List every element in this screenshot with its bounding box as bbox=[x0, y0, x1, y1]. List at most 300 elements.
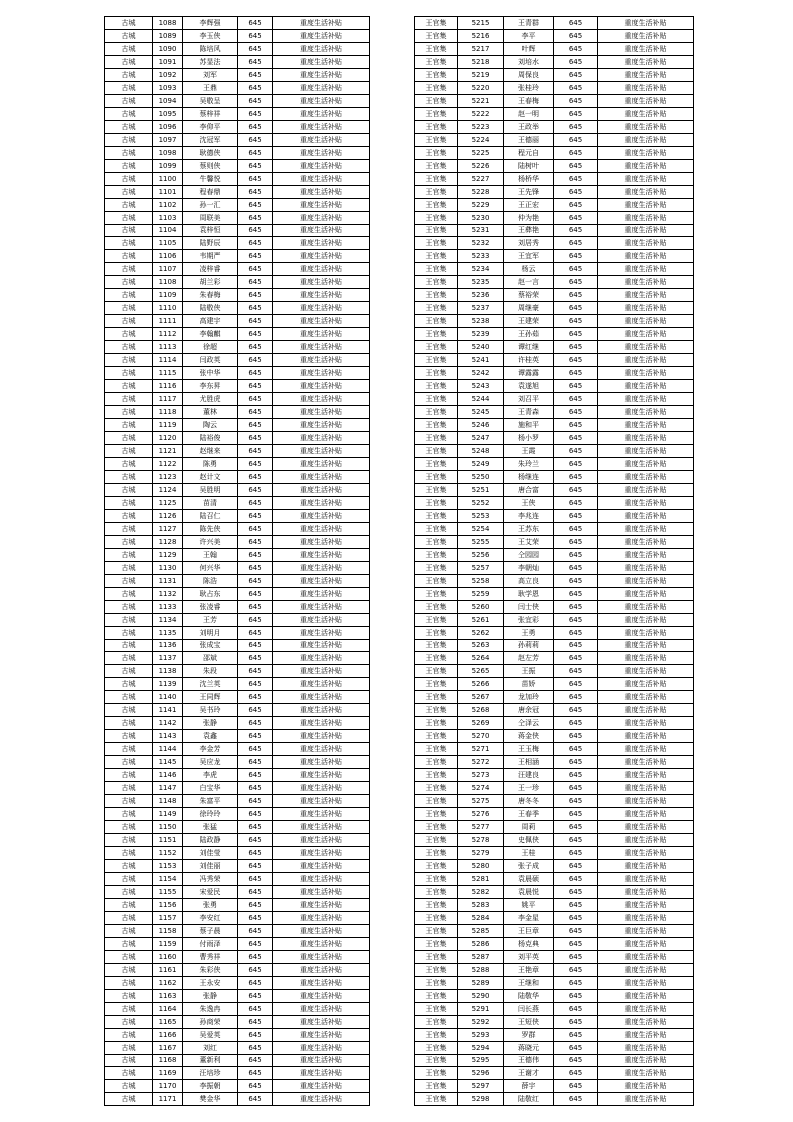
name-cell: 王艳章 bbox=[504, 963, 554, 976]
table-row bbox=[105, 17, 370, 30]
name-cell: 杨克典 bbox=[504, 937, 554, 950]
table-row bbox=[105, 315, 370, 328]
amount-cell: 645 bbox=[238, 444, 273, 457]
amount-cell: 645 bbox=[554, 81, 598, 94]
serial-number-cell: 1096 bbox=[153, 120, 183, 133]
name-cell: 张猛 bbox=[183, 821, 238, 834]
serial-number-cell: 1139 bbox=[153, 678, 183, 691]
subsidy-type-cell: 重度生活补贴 bbox=[598, 1080, 694, 1093]
subsidy-type-cell: 重度生活补贴 bbox=[598, 613, 694, 626]
table-row bbox=[105, 1054, 370, 1067]
name-cell: 张凌睿 bbox=[183, 600, 238, 613]
serial-number-cell: 1110 bbox=[153, 302, 183, 315]
town-cell: 王官集 bbox=[415, 1028, 458, 1041]
subsidy-type-cell: 重度生活补贴 bbox=[598, 937, 694, 950]
amount-cell: 645 bbox=[554, 769, 598, 782]
subsidy-type-cell: 重度生活补贴 bbox=[273, 1093, 370, 1106]
table-row bbox=[415, 432, 694, 445]
name-cell: 汪建良 bbox=[504, 769, 554, 782]
amount-cell: 645 bbox=[554, 911, 598, 924]
name-cell: 李金芳 bbox=[183, 743, 238, 756]
town-cell: 古城 bbox=[105, 263, 153, 276]
serial-number-cell: 1128 bbox=[153, 535, 183, 548]
name-cell: 李仰平 bbox=[183, 120, 238, 133]
subsidy-type-cell: 重度生活补贴 bbox=[273, 224, 370, 237]
town-cell: 古城 bbox=[105, 289, 153, 302]
name-cell: 白宝华 bbox=[183, 782, 238, 795]
table-row bbox=[105, 185, 370, 198]
serial-number-cell: 1090 bbox=[153, 42, 183, 55]
serial-number-cell: 1114 bbox=[153, 354, 183, 367]
subsidy-type-cell: 重度生活补贴 bbox=[598, 107, 694, 120]
table-row bbox=[105, 107, 370, 120]
amount-cell: 645 bbox=[554, 419, 598, 432]
name-cell: 赵一明 bbox=[504, 107, 554, 120]
amount-cell: 645 bbox=[554, 94, 598, 107]
subsidy-type-cell: 重度生活补贴 bbox=[273, 289, 370, 302]
amount-cell: 645 bbox=[238, 276, 273, 289]
subsidy-type-cell: 重度生活补贴 bbox=[273, 1067, 370, 1080]
subsidy-type-cell: 重度生活补贴 bbox=[273, 81, 370, 94]
name-cell: 胡兰彩 bbox=[183, 276, 238, 289]
table-row bbox=[105, 81, 370, 94]
town-cell: 古城 bbox=[105, 81, 153, 94]
name-cell: 陈勇 bbox=[183, 457, 238, 470]
town-cell: 王官集 bbox=[415, 1067, 458, 1080]
serial-number-cell: 5297 bbox=[458, 1080, 504, 1093]
name-cell: 王同辉 bbox=[183, 691, 238, 704]
serial-number-cell: 5282 bbox=[458, 885, 504, 898]
table-row bbox=[415, 380, 694, 393]
subsidy-type-cell: 重度生活补贴 bbox=[598, 704, 694, 717]
subsidy-type-cell: 重度生活补贴 bbox=[598, 341, 694, 354]
amount-cell: 645 bbox=[238, 626, 273, 639]
table-row bbox=[105, 976, 370, 989]
name-cell: 王玉梅 bbox=[504, 743, 554, 756]
serial-number-cell: 1141 bbox=[153, 704, 183, 717]
amount-cell: 645 bbox=[554, 613, 598, 626]
amount-cell: 645 bbox=[554, 1080, 598, 1093]
name-cell: 王青群 bbox=[504, 17, 554, 30]
name-cell: 刘佳莹 bbox=[183, 847, 238, 860]
town-cell: 王官集 bbox=[415, 81, 458, 94]
name-cell: 高立良 bbox=[504, 574, 554, 587]
table-row bbox=[105, 483, 370, 496]
amount-cell: 645 bbox=[554, 704, 598, 717]
subsidy-type-cell: 重度生活补贴 bbox=[598, 367, 694, 380]
table-row bbox=[105, 419, 370, 432]
amount-cell: 645 bbox=[238, 367, 273, 380]
serial-number-cell: 1153 bbox=[153, 859, 183, 872]
serial-number-cell: 5228 bbox=[458, 185, 504, 198]
serial-number-cell: 5279 bbox=[458, 847, 504, 860]
subsidy-type-cell: 重度生活补贴 bbox=[273, 406, 370, 419]
table-row bbox=[105, 522, 370, 535]
serial-number-cell: 1158 bbox=[153, 924, 183, 937]
amount-cell: 645 bbox=[554, 263, 598, 276]
serial-number-cell: 1111 bbox=[153, 315, 183, 328]
serial-number-cell: 5277 bbox=[458, 821, 504, 834]
subsidy-type-cell: 重度生活补贴 bbox=[273, 626, 370, 639]
town-cell: 王官集 bbox=[415, 289, 458, 302]
serial-number-cell: 1120 bbox=[153, 432, 183, 445]
serial-number-cell: 1113 bbox=[153, 341, 183, 354]
serial-number-cell: 5266 bbox=[458, 678, 504, 691]
name-cell: 苏显法 bbox=[183, 55, 238, 68]
amount-cell: 645 bbox=[238, 1041, 273, 1054]
table-row bbox=[105, 55, 370, 68]
table-row bbox=[105, 380, 370, 393]
table-row bbox=[105, 42, 370, 55]
table-row bbox=[415, 146, 694, 159]
amount-cell: 645 bbox=[238, 704, 273, 717]
serial-number-cell: 1117 bbox=[153, 393, 183, 406]
amount-cell: 645 bbox=[554, 185, 598, 198]
town-cell: 古城 bbox=[105, 911, 153, 924]
serial-number-cell: 5240 bbox=[458, 341, 504, 354]
name-cell: 王建荣 bbox=[504, 315, 554, 328]
name-cell: 刘培水 bbox=[504, 55, 554, 68]
amount-cell: 645 bbox=[238, 1093, 273, 1106]
table-row bbox=[415, 1015, 694, 1028]
name-cell: 孙商荣 bbox=[183, 1015, 238, 1028]
town-cell: 王官集 bbox=[415, 276, 458, 289]
subsidy-type-cell: 重度生活补贴 bbox=[598, 963, 694, 976]
name-cell: 史佩侠 bbox=[504, 834, 554, 847]
subsidy-type-cell: 重度生活补贴 bbox=[598, 885, 694, 898]
serial-number-cell: 1121 bbox=[153, 444, 183, 457]
amount-cell: 645 bbox=[554, 393, 598, 406]
name-cell: 蔡裕荣 bbox=[504, 289, 554, 302]
name-cell: 陆敬红 bbox=[504, 1093, 554, 1106]
table-row bbox=[105, 120, 370, 133]
name-cell: 蒋金侠 bbox=[504, 730, 554, 743]
name-cell: 叶辉 bbox=[504, 42, 554, 55]
subsidy-type-cell: 重度生活补贴 bbox=[273, 963, 370, 976]
table-row bbox=[415, 600, 694, 613]
subsidy-type-cell: 重度生活补贴 bbox=[598, 847, 694, 860]
town-cell: 王官集 bbox=[415, 574, 458, 587]
subsidy-type-cell: 重度生活补贴 bbox=[598, 224, 694, 237]
subsidy-type-cell: 重度生活补贴 bbox=[273, 717, 370, 730]
table-row bbox=[105, 665, 370, 678]
name-cell: 王德伟 bbox=[504, 1054, 554, 1067]
table-row bbox=[415, 444, 694, 457]
serial-number-cell: 5254 bbox=[458, 522, 504, 535]
serial-number-cell: 5245 bbox=[458, 406, 504, 419]
town-cell: 古城 bbox=[105, 133, 153, 146]
subsidy-type-cell: 重度生活补贴 bbox=[598, 950, 694, 963]
table-row bbox=[105, 639, 370, 652]
subsidy-type-cell: 重度生活补贴 bbox=[273, 1002, 370, 1015]
town-cell: 王官集 bbox=[415, 950, 458, 963]
town-cell: 王官集 bbox=[415, 172, 458, 185]
town-cell: 古城 bbox=[105, 380, 153, 393]
serial-number-cell: 5295 bbox=[458, 1054, 504, 1067]
serial-number-cell: 5224 bbox=[458, 133, 504, 146]
town-cell: 古城 bbox=[105, 743, 153, 756]
town-cell: 王官集 bbox=[415, 859, 458, 872]
serial-number-cell: 1134 bbox=[153, 613, 183, 626]
amount-cell: 645 bbox=[238, 1028, 273, 1041]
name-cell: 宋爱民 bbox=[183, 885, 238, 898]
town-cell: 古城 bbox=[105, 717, 153, 730]
name-cell: 牛馨悦 bbox=[183, 172, 238, 185]
subsidy-type-cell: 重度生活补贴 bbox=[598, 29, 694, 42]
amount-cell: 645 bbox=[554, 432, 598, 445]
subsidy-type-cell: 重度生活补贴 bbox=[273, 393, 370, 406]
amount-cell: 645 bbox=[238, 976, 273, 989]
serial-number-cell: 1157 bbox=[153, 911, 183, 924]
subsidy-type-cell: 重度生活补贴 bbox=[598, 652, 694, 665]
name-cell: 陆政静 bbox=[183, 834, 238, 847]
serial-number-cell: 5286 bbox=[458, 937, 504, 950]
town-cell: 王官集 bbox=[415, 470, 458, 483]
name-cell: 耿学恩 bbox=[504, 587, 554, 600]
name-cell: 王艾荣 bbox=[504, 535, 554, 548]
subsidy-type-cell: 重度生活补贴 bbox=[273, 678, 370, 691]
table-row bbox=[105, 885, 370, 898]
serial-number-cell: 1138 bbox=[153, 665, 183, 678]
name-cell: 张子成 bbox=[504, 859, 554, 872]
name-cell: 袁遂旭 bbox=[504, 380, 554, 393]
subsidy-type-cell: 重度生活补贴 bbox=[598, 691, 694, 704]
amount-cell: 645 bbox=[554, 107, 598, 120]
town-cell: 古城 bbox=[105, 522, 153, 535]
name-cell: 吴敬呈 bbox=[183, 94, 238, 107]
serial-number-cell: 5232 bbox=[458, 237, 504, 250]
subsidy-type-cell: 重度生活补贴 bbox=[598, 834, 694, 847]
amount-cell: 645 bbox=[238, 159, 273, 172]
table-row bbox=[415, 743, 694, 756]
serial-number-cell: 5253 bbox=[458, 509, 504, 522]
town-cell: 王官集 bbox=[415, 600, 458, 613]
serial-number-cell: 5292 bbox=[458, 1015, 504, 1028]
amount-cell: 645 bbox=[554, 872, 598, 885]
serial-number-cell: 5235 bbox=[458, 276, 504, 289]
name-cell: 吴应龙 bbox=[183, 756, 238, 769]
town-cell: 古城 bbox=[105, 276, 153, 289]
table-row bbox=[415, 17, 694, 30]
town-cell: 王官集 bbox=[415, 989, 458, 1002]
town-cell: 王官集 bbox=[415, 963, 458, 976]
name-cell: 王振 bbox=[504, 665, 554, 678]
name-cell: 赵一言 bbox=[504, 276, 554, 289]
amount-cell: 645 bbox=[554, 808, 598, 821]
amount-cell: 645 bbox=[554, 795, 598, 808]
town-cell: 古城 bbox=[105, 704, 153, 717]
subsidy-type-cell: 重度生活补贴 bbox=[598, 769, 694, 782]
amount-cell: 645 bbox=[238, 94, 273, 107]
amount-cell: 645 bbox=[238, 665, 273, 678]
name-cell: 韦期严 bbox=[183, 250, 238, 263]
subsidy-type-cell: 重度生活补贴 bbox=[273, 1041, 370, 1054]
town-cell: 王官集 bbox=[415, 509, 458, 522]
serial-number-cell: 1118 bbox=[153, 406, 183, 419]
serial-number-cell: 1129 bbox=[153, 548, 183, 561]
name-cell: 王春梅 bbox=[504, 94, 554, 107]
name-cell: 王谢才 bbox=[504, 1067, 554, 1080]
serial-number-cell: 5296 bbox=[458, 1067, 504, 1080]
subsidy-type-cell: 重度生活补贴 bbox=[598, 898, 694, 911]
name-cell: 耿占东 bbox=[183, 587, 238, 600]
town-cell: 古城 bbox=[105, 120, 153, 133]
subsidy-type-cell: 重度生活补贴 bbox=[273, 950, 370, 963]
amount-cell: 645 bbox=[238, 587, 273, 600]
table-row bbox=[415, 68, 694, 81]
serial-number-cell: 5280 bbox=[458, 859, 504, 872]
serial-number-cell: 1101 bbox=[153, 185, 183, 198]
name-cell: 赵左芳 bbox=[504, 652, 554, 665]
table-row bbox=[415, 535, 694, 548]
town-cell: 古城 bbox=[105, 29, 153, 42]
amount-cell: 645 bbox=[554, 354, 598, 367]
table-row bbox=[415, 911, 694, 924]
subsidy-type-cell: 重度生活补贴 bbox=[273, 444, 370, 457]
name-cell: 张静 bbox=[183, 989, 238, 1002]
name-cell: 陆敬侠 bbox=[183, 302, 238, 315]
right-table bbox=[414, 16, 694, 1106]
subsidy-type-cell: 重度生活补贴 bbox=[273, 276, 370, 289]
town-cell: 王官集 bbox=[415, 769, 458, 782]
subsidy-type-cell: 重度生活补贴 bbox=[598, 432, 694, 445]
amount-cell: 645 bbox=[238, 639, 273, 652]
amount-cell: 645 bbox=[554, 146, 598, 159]
name-cell: 付雨泽 bbox=[183, 937, 238, 950]
subsidy-type-cell: 重度生活补贴 bbox=[273, 94, 370, 107]
town-cell: 古城 bbox=[105, 1041, 153, 1054]
table-row bbox=[415, 457, 694, 470]
town-cell: 王官集 bbox=[415, 94, 458, 107]
serial-number-cell: 5242 bbox=[458, 367, 504, 380]
serial-number-cell: 5215 bbox=[458, 17, 504, 30]
town-cell: 古城 bbox=[105, 795, 153, 808]
town-cell: 王官集 bbox=[415, 1080, 458, 1093]
subsidy-type-cell: 重度生活补贴 bbox=[598, 911, 694, 924]
serial-number-cell: 1168 bbox=[153, 1054, 183, 1067]
subsidy-type-cell: 重度生活补贴 bbox=[273, 704, 370, 717]
subsidy-type-cell: 重度生活补贴 bbox=[273, 639, 370, 652]
serial-number-cell: 5257 bbox=[458, 561, 504, 574]
table-row bbox=[105, 457, 370, 470]
table-row bbox=[105, 406, 370, 419]
amount-cell: 645 bbox=[554, 782, 598, 795]
serial-number-cell: 5237 bbox=[458, 302, 504, 315]
table-row bbox=[415, 315, 694, 328]
name-cell: 刘召平 bbox=[504, 393, 554, 406]
name-cell: 苗清 bbox=[183, 496, 238, 509]
serial-number-cell: 5283 bbox=[458, 898, 504, 911]
table-row bbox=[415, 107, 694, 120]
amount-cell: 645 bbox=[554, 42, 598, 55]
table-row bbox=[415, 289, 694, 302]
subsidy-type-cell: 重度生活补贴 bbox=[273, 535, 370, 548]
town-cell: 王官集 bbox=[415, 548, 458, 561]
serial-number-cell: 1147 bbox=[153, 782, 183, 795]
subsidy-type-cell: 重度生活补贴 bbox=[598, 1067, 694, 1080]
subsidy-type-cell: 重度生活补贴 bbox=[598, 756, 694, 769]
serial-number-cell: 1170 bbox=[153, 1080, 183, 1093]
name-cell: 李朝灿 bbox=[504, 561, 554, 574]
name-cell: 刘明月 bbox=[183, 626, 238, 639]
serial-number-cell: 1135 bbox=[153, 626, 183, 639]
table-row bbox=[105, 211, 370, 224]
serial-number-cell: 1132 bbox=[153, 587, 183, 600]
amount-cell: 645 bbox=[554, 237, 598, 250]
amount-cell: 645 bbox=[238, 522, 273, 535]
table-row bbox=[415, 872, 694, 885]
town-cell: 古城 bbox=[105, 55, 153, 68]
subsidy-type-cell: 重度生活补贴 bbox=[273, 302, 370, 315]
amount-cell: 645 bbox=[238, 354, 273, 367]
name-cell: 王春季 bbox=[504, 808, 554, 821]
town-cell: 古城 bbox=[105, 159, 153, 172]
town-cell: 王官集 bbox=[415, 159, 458, 172]
name-cell: 袁梓恒 bbox=[183, 224, 238, 237]
table-row bbox=[105, 1041, 370, 1054]
amount-cell: 645 bbox=[554, 29, 598, 42]
town-cell: 王官集 bbox=[415, 406, 458, 419]
subsidy-type-cell: 重度生活补贴 bbox=[273, 574, 370, 587]
town-cell: 古城 bbox=[105, 548, 153, 561]
amount-cell: 645 bbox=[238, 756, 273, 769]
serial-number-cell: 5288 bbox=[458, 963, 504, 976]
name-cell: 周莉 bbox=[504, 821, 554, 834]
town-cell: 古城 bbox=[105, 885, 153, 898]
subsidy-type-cell: 重度生活补贴 bbox=[598, 120, 694, 133]
town-cell: 古城 bbox=[105, 341, 153, 354]
serial-number-cell: 5243 bbox=[458, 380, 504, 393]
amount-cell: 645 bbox=[554, 963, 598, 976]
name-cell: 王霞 bbox=[504, 444, 554, 457]
subsidy-type-cell: 重度生活补贴 bbox=[273, 924, 370, 937]
serial-number-cell: 5217 bbox=[458, 42, 504, 55]
amount-cell: 645 bbox=[554, 211, 598, 224]
subsidy-type-cell: 重度生活补贴 bbox=[273, 743, 370, 756]
amount-cell: 645 bbox=[238, 198, 273, 211]
amount-cell: 645 bbox=[554, 859, 598, 872]
town-cell: 古城 bbox=[105, 652, 153, 665]
name-cell: 王巨章 bbox=[504, 924, 554, 937]
name-cell: 王鼎 bbox=[183, 81, 238, 94]
serial-number-cell: 1151 bbox=[153, 834, 183, 847]
serial-number-cell: 5255 bbox=[458, 535, 504, 548]
subsidy-type-cell: 重度生活补贴 bbox=[273, 834, 370, 847]
town-cell: 古城 bbox=[105, 678, 153, 691]
town-cell: 王官集 bbox=[415, 561, 458, 574]
town-cell: 古城 bbox=[105, 756, 153, 769]
table-row bbox=[415, 341, 694, 354]
town-cell: 王官集 bbox=[415, 743, 458, 756]
town-cell: 王官集 bbox=[415, 652, 458, 665]
subsidy-type-cell: 重度生活补贴 bbox=[598, 587, 694, 600]
amount-cell: 645 bbox=[554, 302, 598, 315]
serial-number-cell: 5247 bbox=[458, 432, 504, 445]
serial-number-cell: 1146 bbox=[153, 769, 183, 782]
subsidy-type-cell: 重度生活补贴 bbox=[273, 1054, 370, 1067]
town-cell: 王官集 bbox=[415, 782, 458, 795]
subsidy-type-cell: 重度生活补贴 bbox=[273, 587, 370, 600]
amount-cell: 645 bbox=[554, 120, 598, 133]
name-cell: 张成宝 bbox=[183, 639, 238, 652]
serial-number-cell: 5273 bbox=[458, 769, 504, 782]
serial-number-cell: 1154 bbox=[153, 872, 183, 885]
name-cell: 杨桥华 bbox=[504, 172, 554, 185]
table-row bbox=[415, 29, 694, 42]
town-cell: 王官集 bbox=[415, 250, 458, 263]
name-cell: 吴爱英 bbox=[183, 1028, 238, 1041]
subsidy-type-cell: 重度生活补贴 bbox=[598, 872, 694, 885]
